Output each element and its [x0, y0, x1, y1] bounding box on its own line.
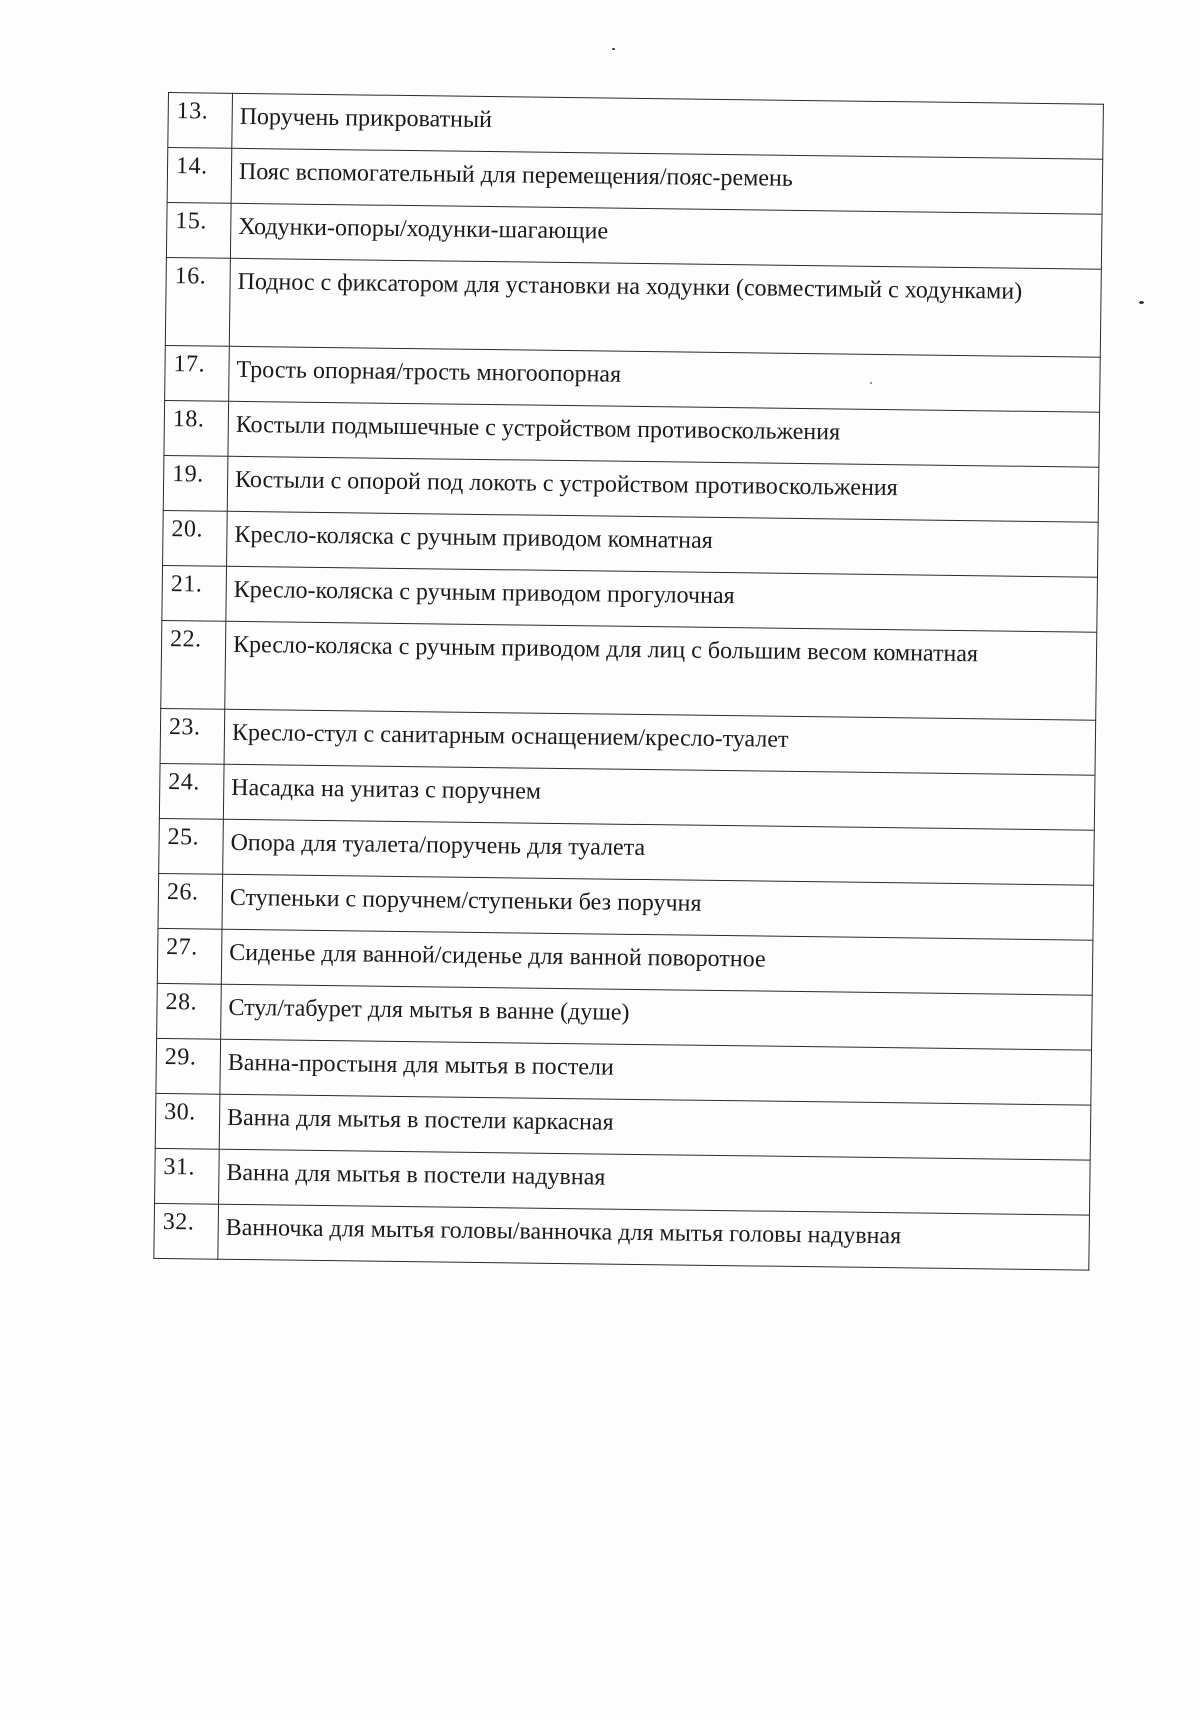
table-row [165, 257, 1101, 357]
row-text: Ванна для мытья в постели каркасная [219, 1094, 1091, 1160]
row-number: 29. [156, 1038, 221, 1094]
row-number: 24. [159, 763, 224, 819]
row-text: Кресло-стул с санитарным оснащением/кресло-туалет [224, 709, 1096, 775]
row-text: Ходунки-опоры/ходунки-шагающие [230, 203, 1102, 269]
row-number: 23. [160, 708, 225, 764]
row-text: Костыли подмышечные с устройством противоскольжения [228, 401, 1100, 467]
row-text: Кресло-коляска с ручным приводом комнатная [227, 511, 1099, 577]
row-number: 18. [164, 400, 229, 456]
row-number: 14. [167, 148, 232, 204]
table-row [154, 1203, 1090, 1270]
row-number: 21. [162, 565, 227, 621]
row-text: Костыли с опорой под локоть с устройством противоскольжения [227, 456, 1099, 522]
row-number: 32. [154, 1203, 219, 1259]
row-text: Сиденье для ванной/сиденье для ванной поворотное [221, 929, 1093, 995]
row-text: Ванна-простыня для мытья в постели [220, 1039, 1092, 1105]
table-row [161, 620, 1097, 720]
scan-speck [612, 48, 615, 50]
row-number: 31. [155, 1148, 220, 1204]
row-text: Насадка на унитаз с поручнем [223, 764, 1095, 830]
row-number: 16. [165, 257, 230, 346]
row-number: 26. [158, 873, 223, 929]
row-text: Поручень прикроватный [232, 93, 1104, 159]
scan-speck [1139, 301, 1144, 304]
row-number: 22. [161, 620, 226, 709]
row-number: 19. [163, 455, 228, 511]
row-text: Ступеньки с поручнем/ступеньки без поручня [222, 874, 1094, 940]
row-text: Ванна для мытья в постели надувная [219, 1149, 1091, 1215]
row-number: 28. [157, 983, 222, 1039]
row-text: Ванночка для мытья головы/ванночка для мытья головы надувная [218, 1204, 1090, 1270]
row-text: Пояс вспомогательный для перемещения/пояс-ремень [231, 148, 1103, 214]
row-text: Трость опорная/трость многоопорная [229, 346, 1101, 412]
row-number: 27. [157, 928, 222, 984]
equipment-list-table [153, 92, 1104, 1271]
row-number: 17. [165, 345, 230, 401]
row-text: Стул/табурет для мытья в ванне (душе) [221, 984, 1093, 1050]
row-text: Поднос с фиксатором для установки на ходунки (совместимый с ходунками) [229, 258, 1101, 357]
row-number: 13. [168, 93, 233, 149]
row-number: 25. [159, 818, 224, 874]
row-text: Кресло-коляска с ручным приводом прогулочная [226, 566, 1098, 632]
row-number: 20. [163, 510, 228, 566]
row-text: Кресло-коляска с ручным приводом для лиц с большим весом комнатная [225, 621, 1097, 720]
row-text: Опора для туалета/поручень для туалета [223, 819, 1095, 885]
row-number: 30. [155, 1093, 220, 1149]
row-number: 15. [166, 202, 231, 258]
